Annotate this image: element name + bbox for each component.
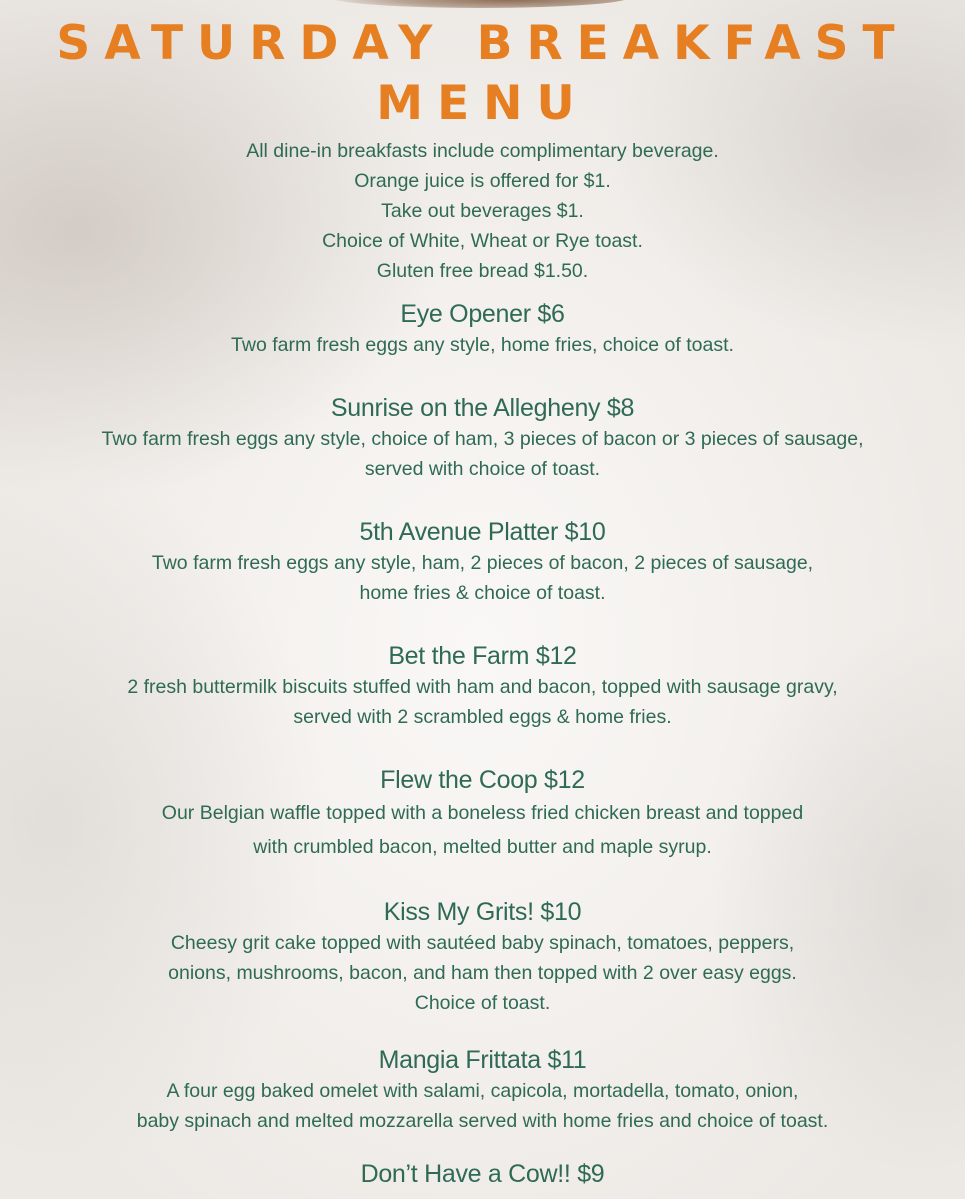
description-line: with crumbled bacon, melted butter and maple syrup. — [253, 836, 712, 858]
menu-title-line-1: SATURDAY BREAKFAST — [56, 16, 909, 71]
description-line: baby spinach and melted mozzarella served with home fries and choice of toast. — [136, 1110, 829, 1132]
menu-title-line-2: MENU — [376, 76, 589, 131]
description-line: home fries & choice of toast. — [359, 582, 606, 604]
menu-item-description — [0, 424, 965, 484]
description-line: Two farm fresh eggs any style, ham, 2 pieces of bacon, 2 pieces of sausage, — [151, 552, 814, 574]
description-line: Two farm fresh eggs any style, choice of ham, 3 pieces of bacon or 3 pieces of sausage, — [101, 428, 864, 450]
menu-item-name: Kiss My Grits! $10 — [383, 898, 582, 926]
description-line: served with 2 scrambled eggs & home fries. — [293, 706, 672, 728]
description-line: served with choice of toast. — [364, 458, 601, 480]
description-line: A four egg baked omelet with salami, capicola, mortadella, tomato, onion, — [166, 1080, 799, 1102]
menu-item-description — [0, 330, 965, 360]
description-line: Two farm fresh eggs any style, home fries, choice of toast. — [231, 334, 734, 356]
description-line: Our Belgian waffle topped with a boneless fried chicken breast and topped — [161, 802, 804, 824]
menu-item — [0, 298, 965, 360]
menu-item — [0, 1044, 965, 1136]
intro-line: Take out beverages $1. — [381, 200, 584, 222]
description-line: Cheesy grit cake topped with sautéed baby spinach, tomatoes, peppers, — [170, 932, 795, 954]
menu-item-description — [0, 548, 965, 608]
intro-line: All dine-in breakfasts include complimentary beverage. — [246, 140, 719, 162]
menu-item-description — [0, 1076, 965, 1136]
intro-line: Gluten free bread $1.50. — [376, 260, 589, 282]
description-line: onions, mushrooms, bacon, and ham then topped with 2 over easy eggs. — [168, 962, 797, 984]
menu-item-description — [0, 672, 965, 732]
menu-title — [0, 0, 965, 134]
menu-item-description — [0, 796, 965, 864]
intro-line: Choice of White, Wheat or Rye toast. — [322, 230, 643, 252]
menu-item — [0, 1158, 965, 1190]
menu-item-name: Bet the Farm $12 — [388, 642, 577, 670]
menu-intro — [0, 136, 965, 286]
intro-line: Orange juice is offered for $1. — [354, 170, 611, 192]
menu-item — [0, 764, 965, 864]
menu-item — [0, 896, 965, 1018]
description-line: 2 fresh buttermilk biscuits stuffed with ham and bacon, topped with sausage gravy, — [127, 676, 838, 698]
menu-item — [0, 392, 965, 484]
menu-item-name: Mangia Frittata $11 — [378, 1046, 587, 1074]
description-line: Choice of toast. — [414, 992, 551, 1014]
menu-item-name: Eye Opener $6 — [400, 300, 565, 328]
menu-item — [0, 516, 965, 608]
menu-item-description — [0, 928, 965, 1018]
menu-item-name: Flew the Coop $12 — [380, 766, 585, 794]
menu-item-name: 5th Avenue Platter $10 — [359, 518, 606, 546]
menu-item-name: Don’t Have a Cow!! $9 — [360, 1160, 605, 1188]
menu-item-name: Sunrise on the Allegheny $8 — [330, 394, 635, 422]
menu-item — [0, 640, 965, 732]
